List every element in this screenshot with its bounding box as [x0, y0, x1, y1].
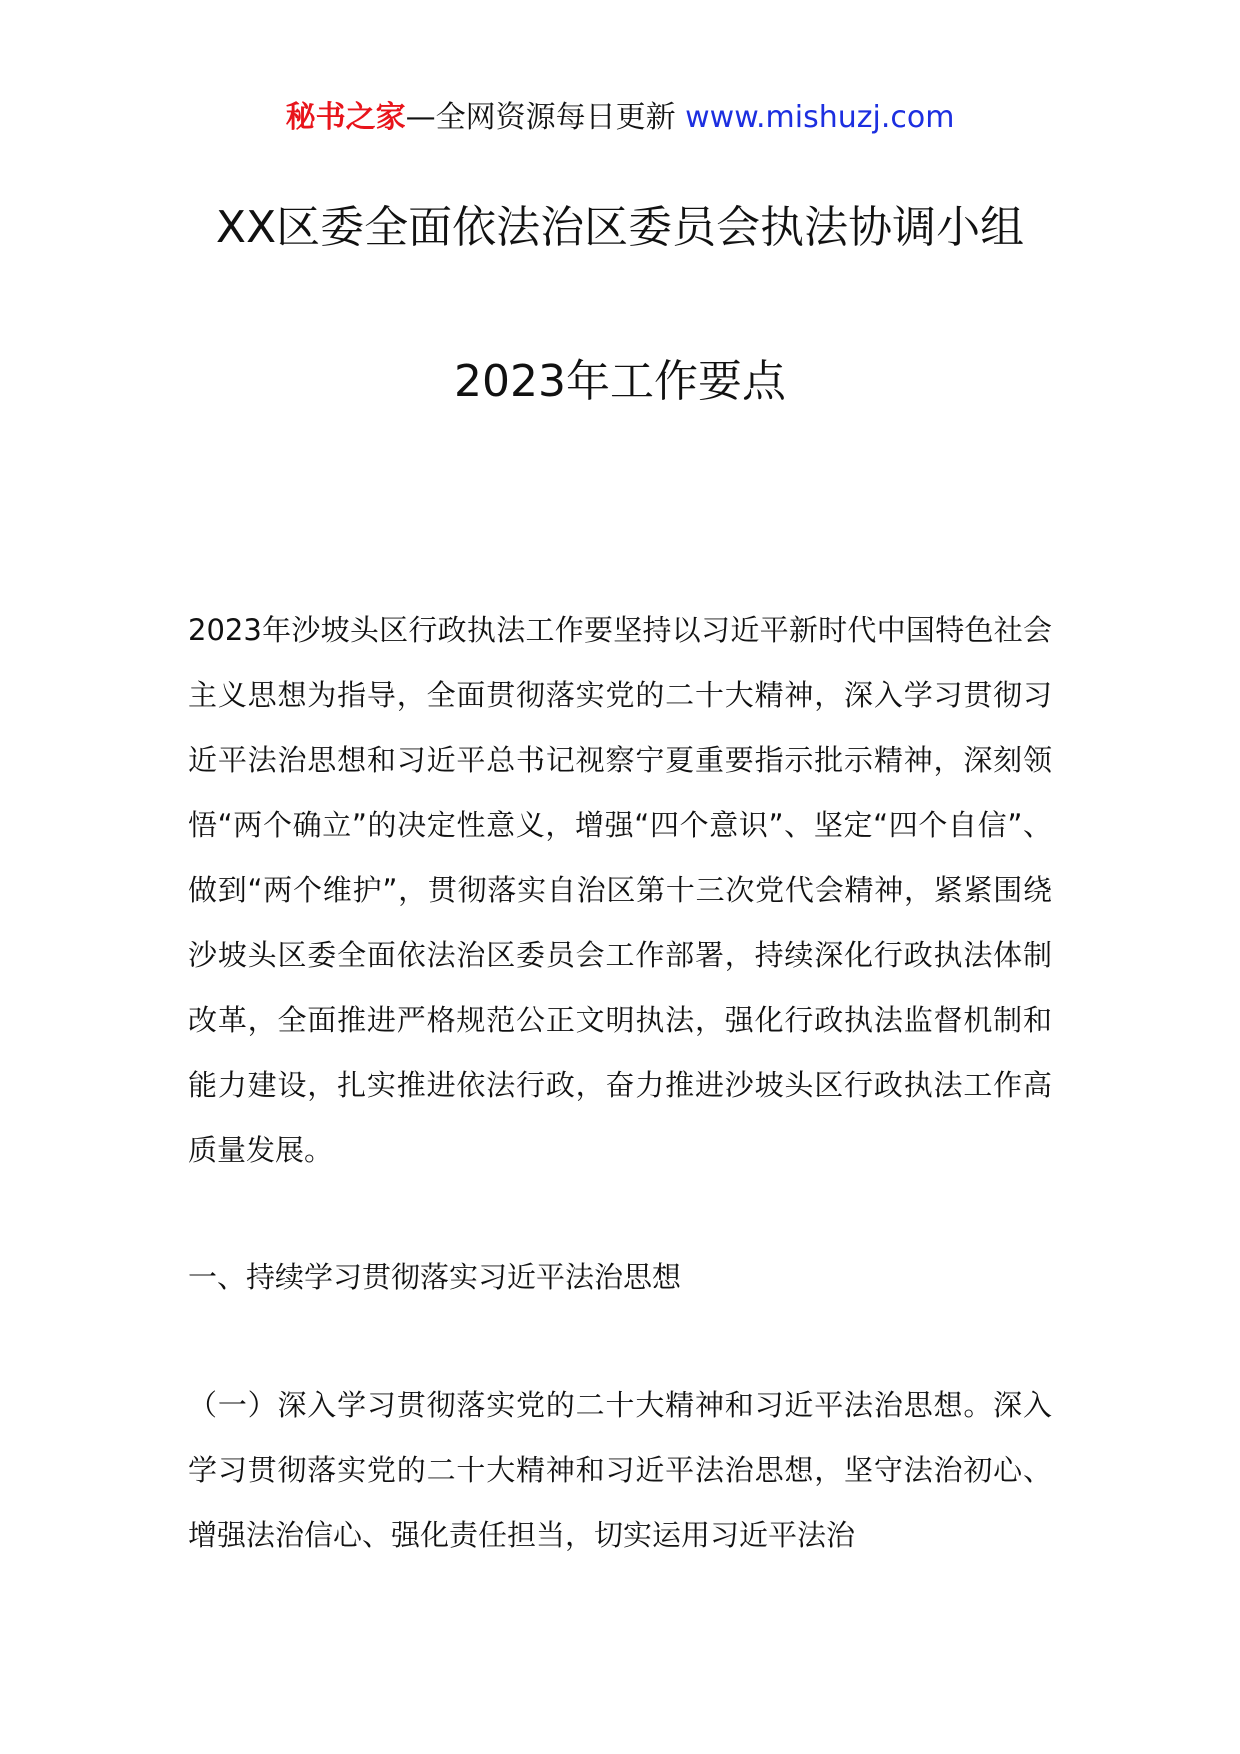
- site-tagline: —全网资源每日更新: [405, 100, 676, 135]
- document-title-line-1: XX区委全面依法治区委员会执法协调小组: [215, 202, 1025, 253]
- site-header: [0, 98, 1240, 138]
- section-1-paragraph: （一）深入学习贯彻落实党的二十大精神和习近平法治思想。深入学习贯彻落实党的二十大精神和习近平法治思想，坚守法治初心、增强法治信心、强化责任担当，切实运用习近平法治: [188, 1388, 1052, 1552]
- site-url-link[interactable]: www.mishuzj.com: [685, 100, 955, 135]
- intro-paragraph: 2023年沙坡头区行政执法工作要坚持以习近平新时代中国特色社会主义思想为指导，全面贯彻落实党的二十大精神，深入学习贯彻习近平法治思想和习近平总书记视察宁夏重要指示批示精神，深刻领悟“两个确立”的决定性意义，增强“四个意识”、坚定“四个自信”、做到“两个维护”，贯彻落实自治区第十三次党代会精神，紧紧围绕沙坡头区委全面依法治区委员会工作部署，持续深化行政执法体制改革，全面推进严格规范公正文明执法，强化行政执法监督机制和能力建设，扎实推进依法行政，奋力推进沙坡头区行政执法工作高质量发展。: [188, 613, 1052, 1167]
- site-brand: 秘书之家: [285, 100, 406, 135]
- section-1-heading: 一、持续学习贯彻落实习近平法治思想: [188, 1260, 682, 1294]
- document-title-line-2: 2023年工作要点: [454, 356, 786, 407]
